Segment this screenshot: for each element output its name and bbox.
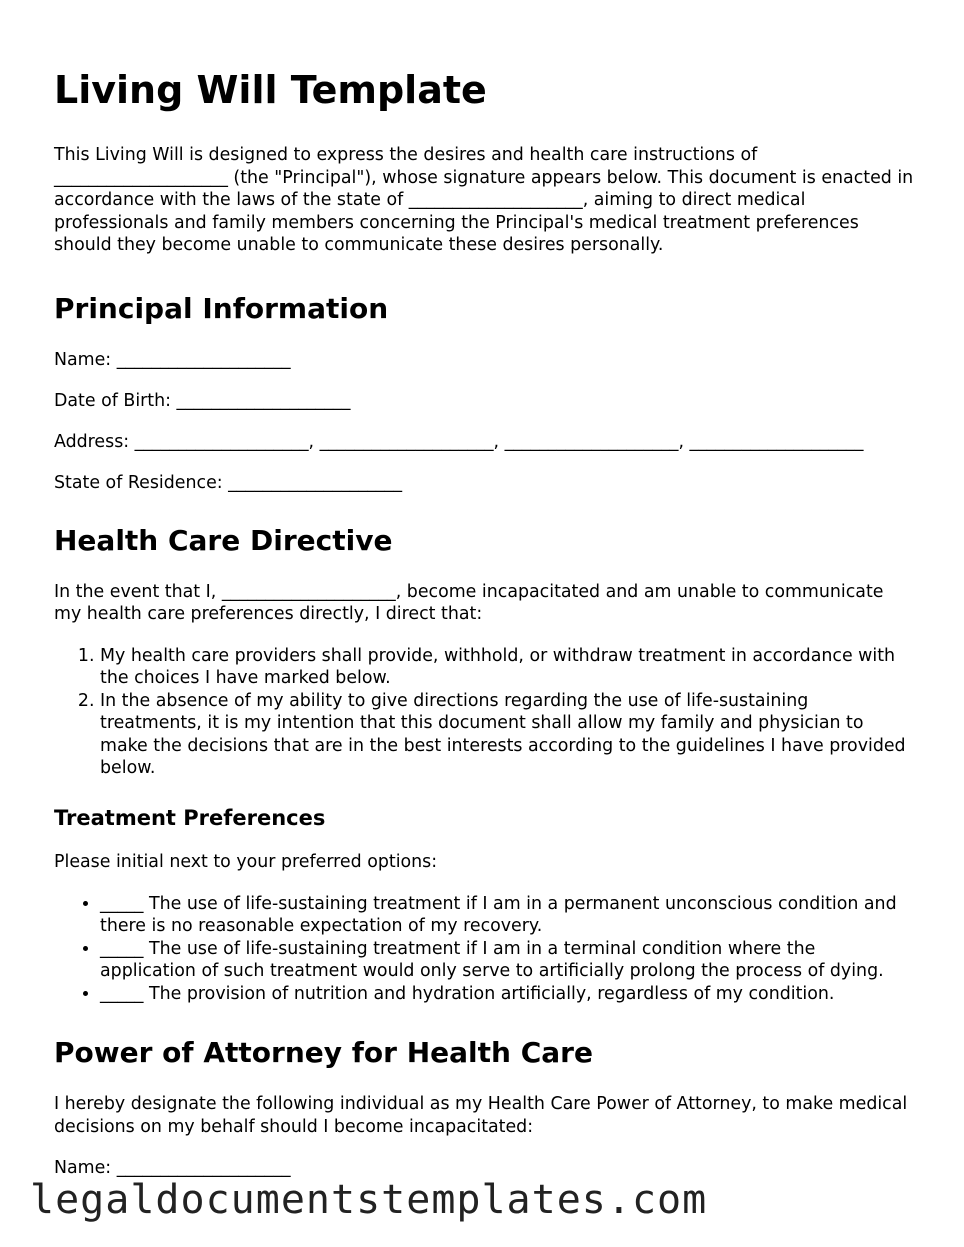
poa-paragraph: I hereby designate the following individual as my Health Care Power of Attorney, to make medical decisions on my behalf should I become incapacitated: xyxy=(54,1094,908,1137)
preferences-instruction: Please initial next to your preferred options: xyxy=(54,852,438,873)
preference-item: • _____ The provision of nutrition and hydration artificially, regardless of my condition. xyxy=(100,983,914,1005)
directive-list xyxy=(54,645,914,779)
directive-heading: Health Care Directive xyxy=(54,523,393,557)
principal-dob-field: Date of Birth: ____________________ xyxy=(54,391,351,412)
preference-item: • _____ The use of life-sustaining treatment if I am in a permanent unconscious condition and there is no reasonable expectation of my recovery. xyxy=(100,893,914,938)
preferences-list xyxy=(54,893,914,1005)
principal-name-field: Name: ____________________ xyxy=(54,349,291,370)
poa-heading: Power of Attorney for Health Care xyxy=(54,1036,593,1070)
principal-state-field: State of Residence: ____________________ xyxy=(54,473,403,494)
watermark: legaldocumentstemplates.com xyxy=(30,1177,708,1223)
poa-name-field: Name: ____________________ xyxy=(54,1158,291,1179)
preference-item: • _____ The use of life-sustaining treatment if I am in a terminal condition where the application of such treatment would only serve to artificially prolong the process of dying. xyxy=(100,938,914,983)
principal-address-field: Address: ____________________, ____________________, ____________________, ____________________ xyxy=(54,432,864,453)
intro-paragraph: This Living Will is designed to express the desires and health care instructions of ____________________ (the "Principal"), whose signature appears below. This document is enacted in accordance with the laws of the state of ____________________, aiming to direct medical professionals and family members concerning the Principal's medical treatment preferences should they become unable to communicate these desires personally. xyxy=(54,145,914,256)
directive-item: 1. My health care providers shall provide, withhold, or withdraw treatment in accordance with the choices I have marked below. xyxy=(100,645,914,690)
preferences-heading: Treatment Preferences xyxy=(54,806,326,831)
principal-heading: Principal Information xyxy=(54,291,389,325)
directive-paragraph: In the event that I, ____________________, become incapacitated and am unable to communicate my health care preferences directly, I direct that: xyxy=(54,581,884,625)
directive-item: 2. In the absence of my ability to give directions regarding the use of life-sustaining treatments, it is my intention that this document shall allow my family and physician to make the decisions that are in the best interests according to the guidelines I have provided below. xyxy=(100,690,914,780)
document-title: Living Will Template xyxy=(54,68,487,112)
document-page xyxy=(54,62,914,1199)
